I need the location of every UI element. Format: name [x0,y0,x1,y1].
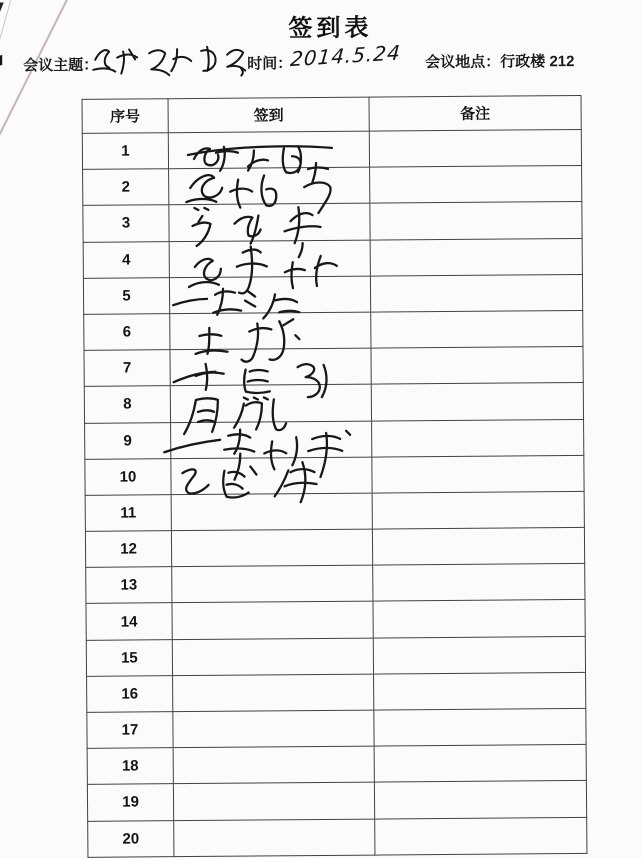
row-number-cell: 6 [84,314,170,351]
row-number-cell: 16 [87,675,173,712]
table-row [84,383,583,423]
signature-cell [172,565,373,603]
remark-cell [373,636,585,674]
row-number-cell: 15 [86,639,172,676]
table-row [84,310,583,350]
location-value: 行政楼 212 [500,53,575,71]
signin-table [82,95,588,858]
row-number-cell: 2 [83,169,169,206]
table-header-row [82,95,581,133]
row-number-cell: 11 [85,495,171,532]
row-number-cell: 8 [84,386,170,423]
signature-cell [170,348,371,386]
signature-cell [169,203,370,241]
remark-cell [373,564,585,602]
row-number-cell: 7 [84,350,170,387]
row-number-cell: 4 [83,241,169,278]
row-number-cell: 9 [85,422,171,459]
remark-cell [371,310,583,348]
location-text [425,50,574,72]
signature-cell [173,674,374,712]
remark-cell [372,419,584,457]
remark-cell [373,600,585,638]
remark-cell [374,672,586,710]
remark-cell [371,347,583,385]
topic-label: 会议主题： [23,56,99,75]
signature-cell [169,276,370,314]
table-row [84,347,583,387]
table-row [87,781,586,821]
row-number-cell: 5 [83,277,169,314]
signature-cell [173,710,374,748]
table-row [87,745,586,785]
table-row [85,455,584,495]
remark-cell [370,238,582,276]
table-row [85,528,584,568]
remark-cell [369,129,581,167]
row-number-cell: 1 [82,133,168,170]
remark-cell [374,745,586,783]
row-number-cell: 13 [86,567,172,604]
row-number-cell: 3 [83,205,169,242]
signature-cell [171,493,372,531]
row-number-cell: 10 [85,458,171,495]
signature-cell [170,312,371,350]
signature-cell [169,240,370,278]
handwritten-date: 2014.5.24 [289,40,402,72]
remark-cell [371,383,583,421]
signature-cell [171,421,372,459]
header-sign: 签到 [168,97,369,133]
row-number-cell: 17 [87,712,173,749]
table-row [85,491,584,531]
table-row [86,636,585,676]
header-no: 序号 [82,99,168,134]
remark-cell [370,274,582,312]
signature-cell [168,131,369,169]
table-row [85,419,584,459]
meta-row [0,0,640,93]
signature-cell [169,167,370,205]
table-row [83,202,582,242]
table-row [83,166,582,206]
table-body [82,129,587,857]
table-row [87,708,586,748]
signature-cell [171,457,372,495]
table-row [86,564,585,604]
location-label: 会议地点： [425,53,501,72]
signature-cell [171,529,372,567]
signature-cell [172,602,373,640]
header-remark: 备注 [369,95,581,131]
signature-cell [173,782,374,820]
row-number-cell: 19 [87,784,173,821]
table-row [87,672,586,712]
remark-cell [372,491,584,529]
row-number-cell: 14 [86,603,172,640]
row-number-cell: 12 [85,531,171,568]
remark-cell [374,781,586,819]
time-label: 时间： [247,55,293,73]
remark-cell [372,455,584,493]
row-number-cell: 20 [88,820,174,857]
signature-cell [172,638,373,676]
table-row [83,274,582,314]
row-number-cell: 18 [87,748,173,785]
page-title: 签到表 [288,14,373,43]
remark-cell [374,708,586,746]
remark-cell [375,817,587,855]
remark-cell [370,202,582,240]
remark-cell [370,166,582,204]
signature-cell [174,819,375,857]
table-row [82,129,581,169]
signature-cell [173,746,374,784]
table-row [86,600,585,640]
remark-cell [372,528,584,566]
signature-cell [170,384,371,422]
table-row [88,817,587,857]
handwritten-topic-ink [89,41,249,78]
table-row [83,238,582,278]
